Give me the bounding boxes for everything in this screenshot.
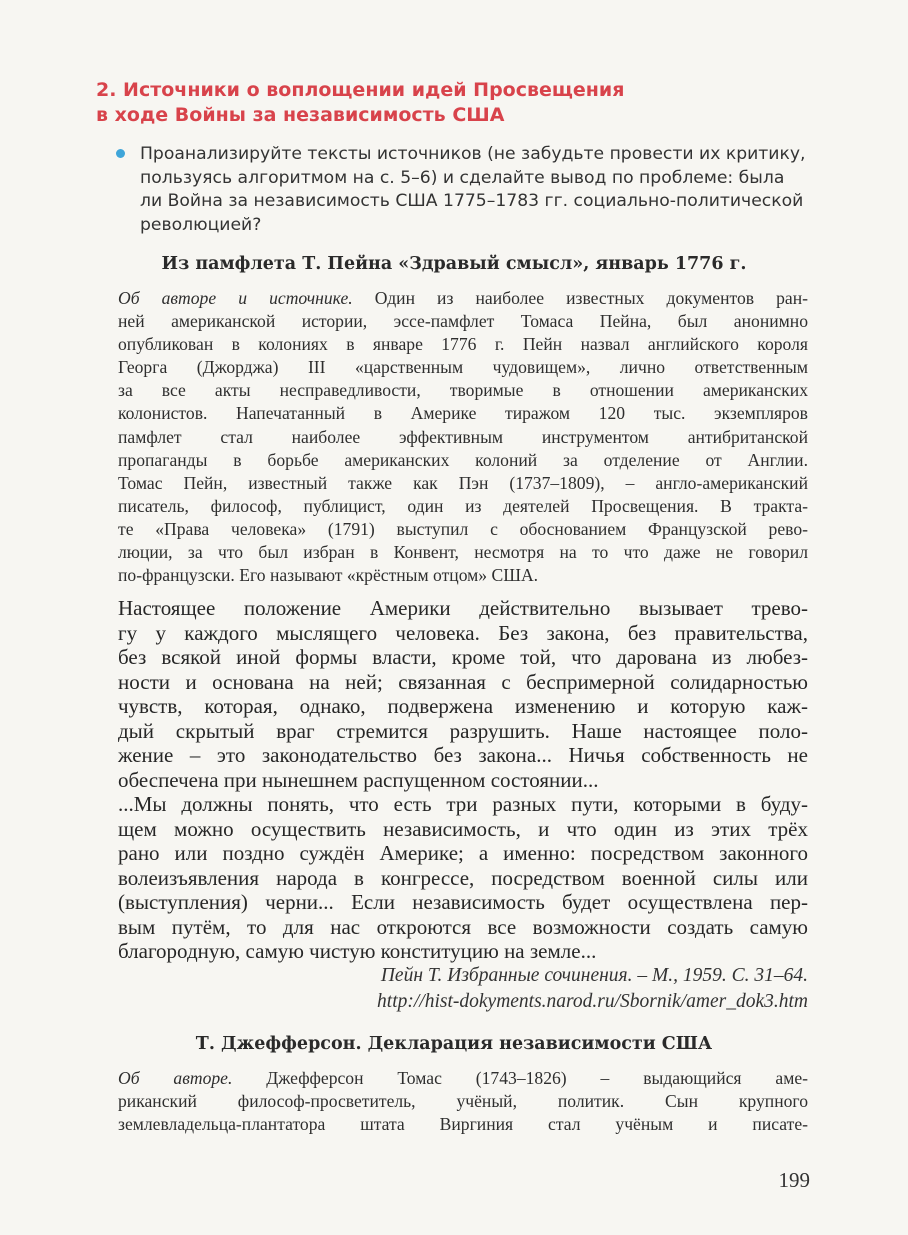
source1-paragraph-1: [118, 596, 808, 792]
page-number: 199: [778, 1168, 810, 1192]
source1-para1-line: ности и основана на ней; связанная с беспримерной солидарностью: [118, 669, 808, 694]
source1-about-line: ней американской истории, эссе-памфлет Томаса Пейна, был анонимно: [118, 311, 808, 332]
source1-para1-line: Настоящее положение Америки действительно вызывает трево-: [118, 596, 808, 620]
task-line: пользуясь алгоритмом на с. 5–6) и сделайте вывод по проблеме: была: [140, 167, 785, 188]
source1-heading: Из памфлета Т. Пейна «Здравый смысл», январь 1776 г.: [161, 254, 747, 274]
source2-about-line: Джефферсон Томас (1743–1826) – выдающийся аме-: [232, 1068, 808, 1088]
source1-about-line: Томас Пейн, известный также как Пэн (1737–1809), – англо-американский: [118, 472, 808, 493]
source2-heading: Т. Джефферсон. Декларация независимости США: [195, 1034, 713, 1054]
bullet-icon: [116, 149, 125, 158]
source2-about: [118, 1067, 808, 1136]
source1-para1-line: без всякой иной формы власти, кроме той, что дарована из любез-: [118, 645, 808, 669]
source1-para2-line: рано или поздно суждён Америке; а именно: посредством законного: [118, 841, 808, 865]
source1-about-line: Георга (Джорджа) III «царственным чудовищем», лично ответственным: [118, 357, 808, 378]
section-title-line-2: в ходе Войны за независимость США: [96, 104, 505, 126]
source1-para1-line: чувств, которая, однако, подвержена изменению и которую каж-: [118, 694, 808, 718]
section-title-line-1: 2. Источники о воплощении идей Просвещения: [96, 79, 625, 101]
source1-para2-line: щем можно осуществить независимость, и что один из этих трёх: [118, 816, 808, 841]
section-title: [96, 78, 796, 128]
source1-para1-line: дый скрытый враг стремится разрушить. Наше настоящее поло-: [118, 718, 808, 743]
task-line: ли Война за независимость США 1775–1783 гг. социально-политической: [140, 191, 804, 211]
source1-about-line: за все акты несправедливости, творимые в отношении американских: [118, 380, 808, 401]
task-instructions: [140, 143, 820, 237]
source1-para1-line: обеспечена при нынешнем распущенном состоянии...: [118, 767, 599, 792]
source1-paragraph-2: [118, 792, 808, 964]
source1-about-line: колонистов. Напечатанный в Америке тиражом 120 тыс. экземпляров: [118, 403, 808, 424]
source1-about-line: Один из наиболее известных документов ран-: [352, 288, 808, 308]
source1-citation-book: Пейн Т. Избранные сочинения. – М., 1959. С. 31–64.: [380, 965, 808, 986]
source1-about-label: Об авторе и источнике.: [118, 288, 353, 308]
source2-about-line: землевладельца-плантатора штата Виргиния стал учёным и писате-: [118, 1114, 808, 1135]
source1-about-line: опубликован в колониях в январе 1776 г. Пейн назвал английского короля: [118, 334, 808, 355]
source1-about: [118, 287, 808, 587]
source1-para2-line: волеизъявления народа в конгрессе, посредством военной силы или: [118, 865, 808, 890]
source1-para2-line: (выступления) черни... Если независимость будет осуществлена пер-: [118, 890, 808, 914]
source1-citation-url: http://hist-dokyments.narod.ru/Sbornik/amer_dok3.htm: [377, 991, 808, 1012]
source1-about-line: писатель, философ, публицист, один из деятелей Просвещения. В тракта-: [118, 495, 808, 516]
source1-about-line: памфлет стал наиболее эффективным инструментом антибританской: [118, 426, 808, 447]
source1-para1-line: гу у каждого мыслящего человека. Без закона, без правительства,: [118, 620, 808, 645]
source1-about-line: люции, за что был избран в Конвент, несмотря на то что даже не говорил: [118, 542, 808, 563]
task-line: революцией?: [140, 214, 262, 235]
source1-para2-line: вым путём, то для нас откроются все возможности создать самую: [118, 914, 808, 939]
source1-para1-line: жение – это законодательство без закона... Ничья собственность не: [118, 743, 808, 767]
source2-about-label: Об авторе.: [118, 1068, 233, 1088]
source1-about-line: по-французски. Его называют «крёстным отцом» США.: [118, 565, 539, 586]
source1-about-line: пропаганды в борьбе американских колоний за отделение от Англии.: [118, 449, 808, 470]
task-line: Проанализируйте тексты источников (не забудьте провести их критику,: [140, 144, 806, 164]
source1-para2-line: благородную, самую чистую конституцию на земле...: [118, 939, 597, 963]
source2-about-line: риканский философ-просветитель, учёный, политик. Сын крупного: [118, 1091, 808, 1112]
source1-para2-line: ...Мы должны понять, что есть три разных пути, которыми в буду-: [118, 792, 808, 816]
source1-about-line: те «Права человека» (1791) выступил с обоснованием Французской рево-: [118, 518, 808, 539]
